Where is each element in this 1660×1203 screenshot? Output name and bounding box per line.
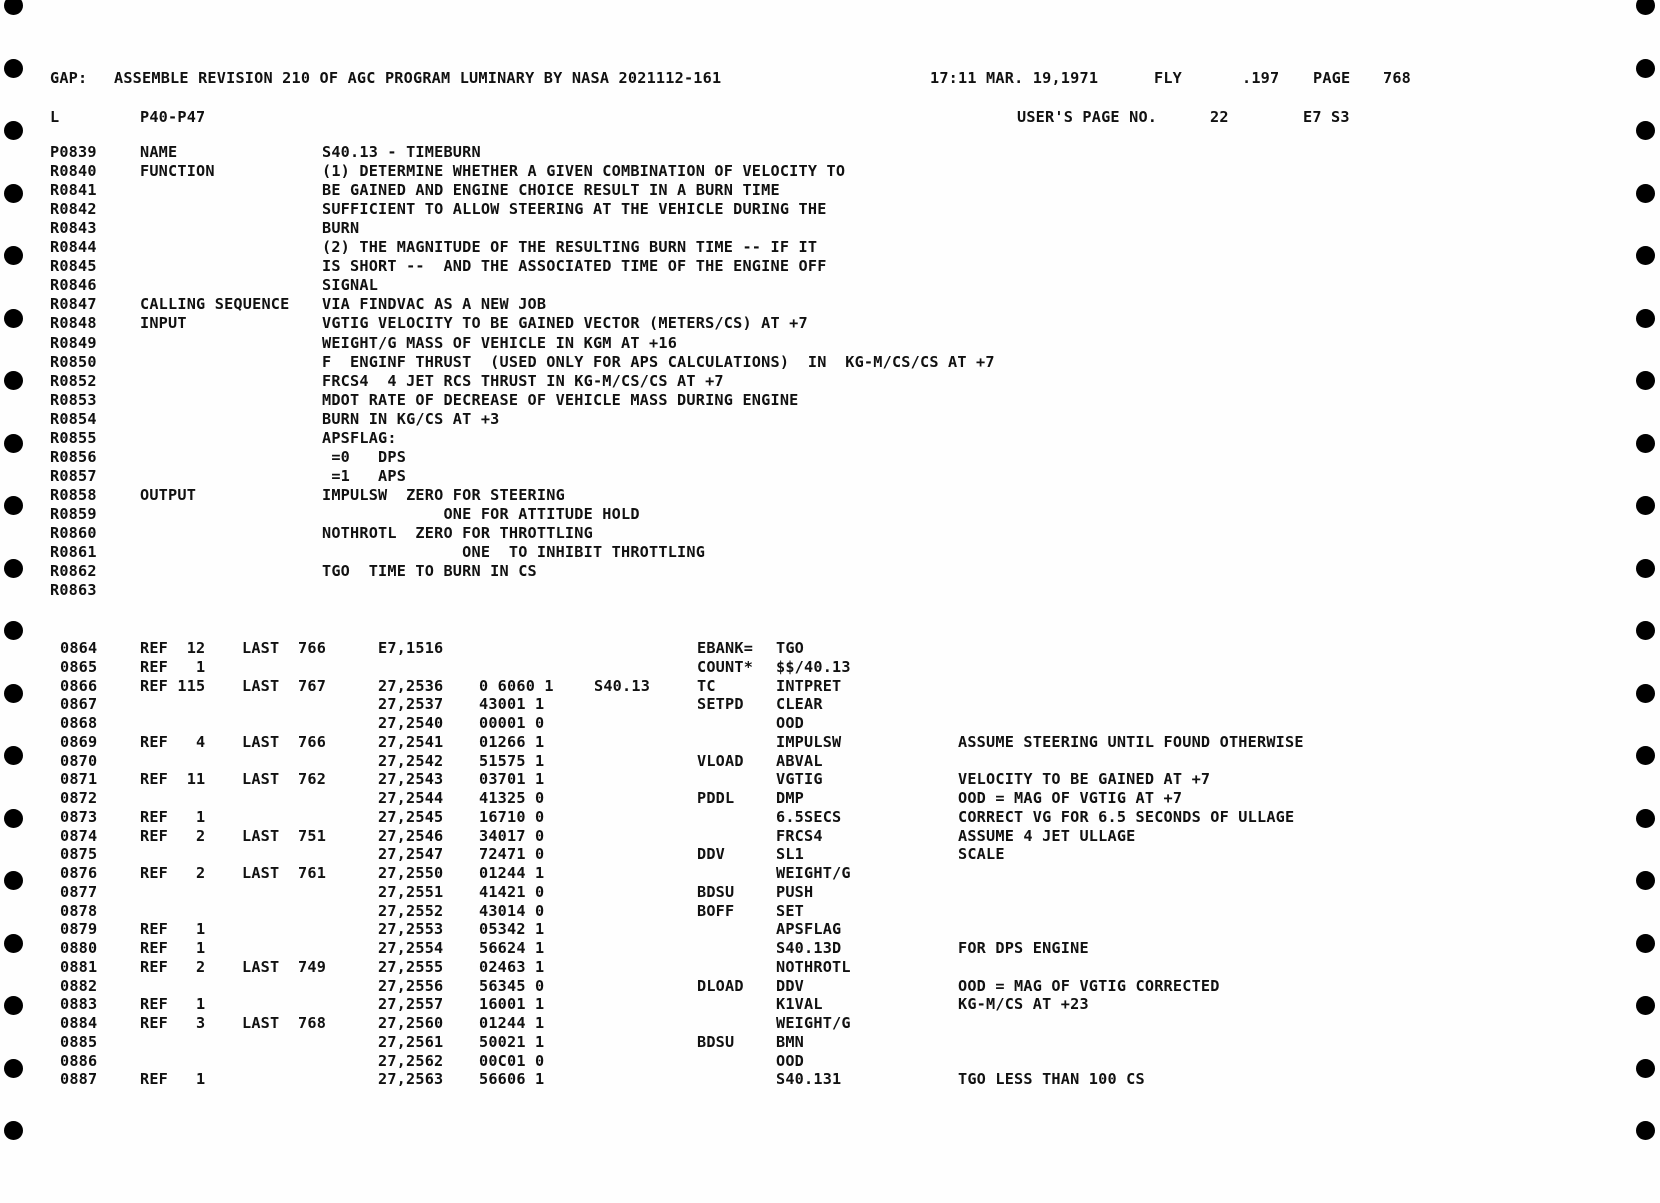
remark-line-number: R0845 (50, 257, 97, 276)
code-ref: REF 1 (140, 920, 206, 939)
subheader-user-page-num: 22 (1210, 108, 1229, 126)
tractor-hole (1636, 871, 1655, 890)
code-ref: REF 12 (140, 639, 206, 657)
code-ref: REF 3 (140, 1014, 206, 1032)
remark-text: NOTHROTL ZERO FOR THROTTLING (322, 524, 593, 542)
code-address: 27,2546 (378, 826, 444, 845)
code-address: 27,2540 (378, 714, 444, 732)
code-operand: DDV (776, 976, 805, 995)
code-line-number: 0878 (60, 901, 98, 920)
remark-line-number: R0861 (50, 543, 97, 562)
code-address: 27,2551 (378, 882, 444, 901)
code-comment: TGO LESS THAN 100 CS (958, 1070, 1145, 1089)
code-line-number: 0875 (60, 845, 98, 864)
code-comment: OOD = MAG OF VGTIG CORRECTED (958, 976, 1220, 995)
code-comment: VELOCITY TO BE GAINED AT +7 (958, 770, 1211, 789)
remark-text: SIGNAL (322, 276, 379, 295)
remark-line-number: R0857 (50, 466, 97, 485)
code-address: E7,1516 (378, 639, 444, 657)
code-address: 27,2555 (378, 957, 444, 976)
code-address: 27,2563 (378, 1070, 444, 1089)
code-address: 27,2537 (378, 695, 444, 714)
code-word: 50021 1 (479, 1032, 545, 1051)
code-operand: INTPRET (776, 676, 842, 695)
code-line-number: 0887 (60, 1070, 98, 1089)
remark-text: =1 APS (322, 466, 407, 485)
subheader-user-page-label: USER'S PAGE NO. (1017, 108, 1158, 126)
remark-text: SUFFICIENT TO ALLOW STEERING AT THE VEHICLE DURING THE (322, 200, 827, 219)
code-word: 01266 1 (479, 732, 545, 751)
code-operand: VGTIG (776, 770, 823, 789)
remark-text: APSFLAG: (322, 428, 397, 447)
remark-field-name: OUTPUT (140, 485, 197, 504)
tractor-hole (1636, 59, 1655, 78)
code-line-number: 0876 (60, 864, 98, 882)
subheader-tag: E7 S3 (1303, 108, 1350, 126)
code-opcode: TC (697, 676, 716, 695)
remark-line-number: R0860 (50, 524, 97, 542)
remark-line-number: R0846 (50, 276, 97, 295)
code-word: 56624 1 (479, 939, 545, 957)
remark-field-name: CALLING SEQUENCE (140, 295, 290, 314)
remark-line-number: R0856 (50, 447, 97, 466)
code-label: S40.13 (594, 676, 651, 695)
code-operand: FRCS4 (776, 826, 823, 845)
code-operand: NOTHROTL (776, 957, 851, 976)
tractor-hole (1636, 184, 1655, 203)
code-ref: REF 11 (140, 770, 206, 789)
remark-line-number: R0855 (50, 428, 97, 447)
remark-text: (1) DETERMINE WHETHER A GIVEN COMBINATION OF VELOCITY TO (322, 162, 846, 181)
code-comment: CORRECT VG FOR 6.5 SECONDS OF ULLAGE (958, 807, 1295, 826)
code-word: 00001 0 (479, 714, 545, 732)
subheader-left: L (50, 108, 60, 126)
header-mode: FLY (1154, 69, 1183, 87)
remark-line-number: R0852 (50, 371, 97, 390)
code-line-number: 0883 (60, 995, 98, 1014)
remark-line-number: R0842 (50, 200, 97, 219)
remark-text: FRCS4 4 JET RCS THRUST IN KG-M/CS/CS AT +7 (322, 371, 724, 390)
tractor-hole (1636, 121, 1655, 140)
code-line-number: 0873 (60, 807, 98, 826)
tractor-hole (1636, 496, 1655, 515)
code-operand: OOD (776, 1051, 805, 1070)
remark-line-number: R0841 (50, 181, 97, 200)
code-operand: SET (776, 901, 805, 920)
code-last: LAST 762 (242, 770, 327, 789)
code-last: LAST 768 (242, 1014, 327, 1032)
remark-line-number: R0844 (50, 238, 97, 257)
code-operand: TGO (776, 639, 805, 657)
remark-text: BURN (322, 219, 360, 238)
code-opcode: VLOAD (697, 751, 744, 770)
code-address: 27,2556 (378, 976, 444, 995)
remark-text: MDOT RATE OF DECREASE OF VEHICLE MASS DURING ENGINE (322, 390, 799, 409)
code-line-number: 0866 (60, 676, 98, 695)
remark-text: ONE FOR ATTITUDE HOLD (322, 504, 640, 523)
tractor-hole (1636, 1121, 1655, 1140)
code-comment: ASSUME STEERING UNTIL FOUND OTHERWISE (958, 732, 1304, 751)
remark-text: ONE TO INHIBIT THROTTLING (322, 543, 706, 562)
code-address: 27,2560 (378, 1014, 444, 1032)
code-line-number: 0865 (60, 657, 98, 676)
code-address: 27,2545 (378, 807, 444, 826)
tractor-hole (1636, 0, 1655, 15)
code-address: 27,2561 (378, 1032, 444, 1051)
code-comment: KG-M/CS AT +23 (958, 995, 1089, 1014)
code-line-number: 0882 (60, 976, 98, 995)
code-operand: WEIGHT/G (776, 864, 851, 882)
remark-text: IS SHORT -- AND THE ASSOCIATED TIME OF THE ENGINE OFF (322, 257, 827, 276)
code-last: LAST 761 (242, 864, 327, 882)
remark-line-number: R0848 (50, 314, 97, 333)
code-comment: OOD = MAG OF VGTIG AT +7 (958, 789, 1183, 807)
code-word: 16001 1 (479, 995, 545, 1014)
remark-text: BURN IN KG/CS AT +3 (322, 409, 500, 428)
code-address: 27,2554 (378, 939, 444, 957)
code-word: 00C01 0 (479, 1051, 545, 1070)
code-ref: REF 1 (140, 1070, 206, 1089)
code-address: 27,2552 (378, 901, 444, 920)
tractor-hole (1636, 434, 1655, 453)
code-line-number: 0872 (60, 789, 98, 807)
code-comment: FOR DPS ENGINE (958, 939, 1089, 957)
code-operand: OOD (776, 714, 805, 732)
code-operand: $$/40.13 (776, 657, 851, 676)
remark-text: (2) THE MAGNITUDE OF THE RESULTING BURN TIME -- IF IT (322, 238, 818, 257)
code-word: 16710 0 (479, 807, 545, 826)
code-line-number: 0868 (60, 714, 98, 732)
code-line-number: 0864 (60, 639, 98, 657)
remark-line-number: R0847 (50, 295, 97, 314)
code-address: 27,2547 (378, 845, 444, 864)
code-ref: REF 1 (140, 807, 206, 826)
header-title: ASSEMBLE REVISION 210 OF AGC PROGRAM LUMINARY BY NASA 2021112-161 (114, 69, 722, 87)
code-opcode: DDV (697, 845, 726, 864)
code-ref: REF 115 (140, 676, 206, 695)
code-line-number: 0871 (60, 770, 98, 789)
code-last: LAST 766 (242, 639, 327, 657)
code-opcode: DLOAD (697, 976, 744, 995)
code-operand: DMP (776, 789, 805, 807)
code-operand: BMN (776, 1032, 805, 1051)
remark-text: VGTIG VELOCITY TO BE GAINED VECTOR (METERS/CS) AT +7 (322, 314, 808, 333)
code-line-number: 0869 (60, 732, 98, 751)
code-word: 02463 1 (479, 957, 545, 976)
remark-line-number: R0863 (50, 581, 97, 600)
code-opcode: COUNT* (697, 657, 754, 676)
code-ref: REF 1 (140, 995, 206, 1014)
code-word: 72471 0 (479, 845, 545, 864)
code-last: LAST 767 (242, 676, 327, 695)
code-operand: APSFLAG (776, 920, 842, 939)
code-ref: REF 2 (140, 957, 206, 976)
header-page-label: PAGE (1313, 69, 1351, 87)
code-operand: K1VAL (776, 995, 823, 1014)
header-time: 17:11 MAR. 19,1971 (930, 69, 1099, 87)
code-last: LAST 749 (242, 957, 327, 976)
code-line-number: 0881 (60, 957, 98, 976)
code-operand: IMPULSW (776, 732, 842, 751)
remark-text: IMPULSW ZERO FOR STEERING (322, 485, 565, 504)
code-address: 27,2550 (378, 864, 444, 882)
code-opcode: PDDL (697, 789, 735, 807)
code-word: 56345 0 (479, 976, 545, 995)
remark-line-number: R0862 (50, 562, 97, 581)
code-address: 27,2542 (378, 751, 444, 770)
code-last: LAST 766 (242, 732, 327, 751)
code-address: 27,2536 (378, 676, 444, 695)
code-word: 0 6060 1 (479, 676, 554, 695)
code-comment: SCALE (958, 845, 1005, 864)
remark-line-number: P0839 (50, 143, 97, 161)
code-operand: ABVAL (776, 751, 823, 770)
tractor-hole (1636, 246, 1655, 265)
header-page-num: 768 (1383, 69, 1412, 87)
code-word: 01244 1 (479, 1014, 545, 1032)
tractor-hole (1636, 934, 1655, 953)
code-address: 27,2562 (378, 1051, 444, 1070)
code-ref: REF 2 (140, 864, 206, 882)
code-word: 51575 1 (479, 751, 545, 770)
remark-line-number: R0849 (50, 333, 97, 352)
remark-line-number: R0843 (50, 219, 97, 238)
tractor-hole (1636, 621, 1655, 640)
code-line-number: 0884 (60, 1014, 98, 1032)
tractor-hole (1636, 684, 1655, 703)
code-word: 41325 0 (479, 789, 545, 807)
tractor-hole (1636, 996, 1655, 1015)
code-opcode: BDSU (697, 1032, 735, 1051)
header-code: .197 (1242, 69, 1280, 87)
remark-field-name: NAME (140, 143, 178, 161)
code-opcode: BOFF (697, 901, 735, 920)
code-word: 01244 1 (479, 864, 545, 882)
remark-text: F ENGINF THRUST (USED ONLY FOR APS CALCULATIONS) IN KG-M/CS/CS AT +7 (322, 352, 995, 371)
remark-line-number: R0840 (50, 162, 97, 181)
code-line-number: 0886 (60, 1051, 98, 1070)
tractor-hole (1636, 1059, 1655, 1078)
code-word: 43001 1 (479, 695, 545, 714)
code-opcode: BDSU (697, 882, 735, 901)
remark-line-number: R0859 (50, 504, 97, 523)
remark-text: S40.13 - TIMEBURN (322, 143, 481, 161)
code-line-number: 0874 (60, 826, 98, 845)
remark-text: TGO TIME TO BURN IN CS (322, 562, 537, 581)
remark-line-number: R0850 (50, 352, 97, 371)
code-opcode: EBANK= (697, 639, 754, 657)
code-ref: REF 4 (140, 732, 206, 751)
remark-field-name: FUNCTION (140, 162, 215, 181)
code-line-number: 0879 (60, 920, 98, 939)
code-opcode: SETPD (697, 695, 744, 714)
tractor-hole (1636, 746, 1655, 765)
code-word: 03701 1 (479, 770, 545, 789)
remark-text: =0 DPS (322, 447, 407, 466)
code-line-number: 0867 (60, 695, 98, 714)
code-word: 56606 1 (479, 1070, 545, 1089)
code-operand: S40.13D (776, 939, 842, 957)
code-ref: REF 1 (140, 939, 206, 957)
code-word: 41421 0 (479, 882, 545, 901)
code-address: 27,2544 (378, 789, 444, 807)
code-operand: PUSH (776, 882, 814, 901)
remark-field-name: INPUT (140, 314, 187, 333)
tractor-hole (1636, 559, 1655, 578)
remark-line-number: R0854 (50, 409, 97, 428)
code-word: 43014 0 (479, 901, 545, 920)
code-line-number: 0870 (60, 751, 98, 770)
code-operand: 6.5SECS (776, 807, 842, 826)
remark-text: VIA FINDVAC AS A NEW JOB (322, 295, 547, 314)
remark-text: WEIGHT/G MASS OF VEHICLE IN KGM AT +16 (322, 333, 678, 352)
code-operand: S40.131 (776, 1070, 842, 1089)
right-tractor-holes (1634, 0, 1660, 1203)
code-ref: REF 2 (140, 826, 206, 845)
code-line-number: 0877 (60, 882, 98, 901)
tractor-hole (1636, 309, 1655, 328)
code-word: 05342 1 (479, 920, 545, 939)
code-address: 27,2543 (378, 770, 444, 789)
remark-line-number: R0853 (50, 390, 97, 409)
code-line-number: 0880 (60, 939, 98, 957)
tractor-hole (1636, 809, 1655, 828)
remark-line-number: R0858 (50, 485, 97, 504)
code-operand: WEIGHT/G (776, 1014, 851, 1032)
code-operand: SL1 (776, 845, 805, 864)
subheader-section: P40-P47 (140, 108, 206, 126)
code-address: 27,2553 (378, 920, 444, 939)
code-word: 34017 0 (479, 826, 545, 845)
tractor-hole (1636, 371, 1655, 390)
code-address: 27,2557 (378, 995, 444, 1014)
code-comment: ASSUME 4 JET ULLAGE (958, 826, 1136, 845)
code-line-number: 0885 (60, 1032, 98, 1051)
remark-text: BE GAINED AND ENGINE CHOICE RESULT IN A BURN TIME (322, 181, 780, 200)
code-ref: REF 1 (140, 657, 206, 676)
code-address: 27,2541 (378, 732, 444, 751)
code-last: LAST 751 (242, 826, 327, 845)
header-id: GAP: (50, 69, 88, 87)
code-operand: CLEAR (776, 695, 823, 714)
